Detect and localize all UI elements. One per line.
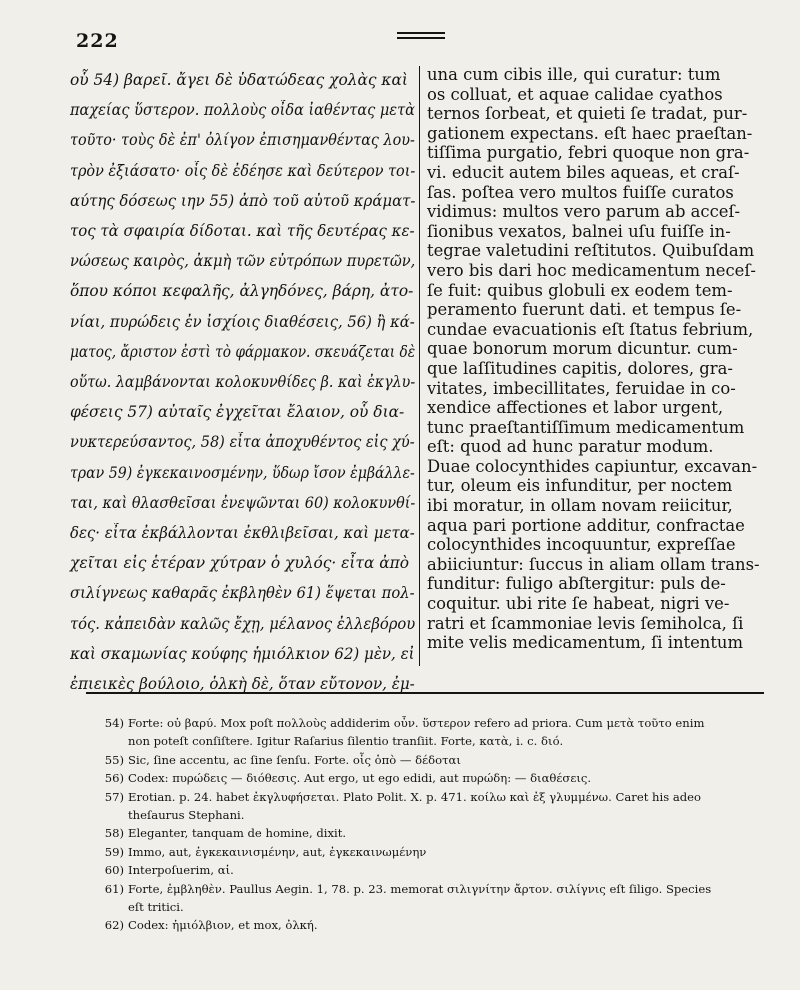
column-divider <box>419 66 420 666</box>
latin-text-line: mite velis medicamentum, ſi intentum <box>427 633 744 653</box>
latin-text-line: que laſſitudines capitis, dolores, gra- <box>427 358 733 378</box>
latin-text-line: tur, oleum eis infunditur, per noctem <box>427 476 733 496</box>
greek-text-line: καὶ σκαμωνίας κούφης ἡμιόλκιον 62) μὲν, εἰ <box>70 644 415 663</box>
footnote-text: Codex: πυρώδεις — διόθεσις. Aut ergo, ut ego edidi, aut πυρώδη: — διαθέσεις. <box>128 771 592 786</box>
footnote <box>90 861 770 879</box>
latin-text-line: aqua pari portione additur, confractae <box>427 515 745 535</box>
footnote <box>90 880 770 898</box>
greek-text-line: νίαι, πυρώδεις ἐν ἰσχίοις διαθέσεις, 56) ἢ κά- <box>70 312 415 331</box>
footnotes <box>90 714 770 935</box>
latin-text-line: tiſſima purgatio, febri quoque non gra- <box>427 143 750 163</box>
latin-text-line: vi. educit autem biles aqueas, et craſ- <box>427 162 740 182</box>
footnote <box>90 843 770 861</box>
footnote-number: 61) <box>104 881 124 896</box>
footnote <box>90 751 770 769</box>
footnote-number: 62) <box>104 918 124 933</box>
footnote <box>90 824 770 842</box>
footnote-text: Forte: οὐ βαρύ. Mox poſt πολλοὺς addiderim οὖν. ὕστερον refero ad priora. Cum μετὰ τοῦτο enim <box>128 716 705 730</box>
greek-text-line: τός. κἀπειδὰν καλῶς ἔχῃ, μέλανος ἐλλεβόρου <box>70 614 416 633</box>
latin-text-line: xendice affectiones et labor urgent, <box>427 398 724 418</box>
latin-text-line: funditur: fuligo abſtergitur: puls de- <box>427 574 726 594</box>
latin-text-line: eſt: quod ad hunc paratur modum. <box>427 437 714 457</box>
footnote-text: Forte, ἐμβληθὲν. Paullus Aegin. 1, 78. p. 23. memorat σιλιγνίτην ἄρτον. σιλίγνις eſt ſiligo. Species <box>128 881 712 896</box>
footnote-number: 58) <box>104 826 124 841</box>
footnote-number: 59) <box>104 844 124 859</box>
footnote-number: 56) <box>104 771 124 786</box>
latin-text-line: colocynthides incoquuntur, expreſſae <box>427 535 736 555</box>
latin-text-line: coquitur. ubi rite ſe habeat, nigri ve- <box>427 594 730 614</box>
greek-text-line: αύτης δόσεως ιην 55) ἀπὸ τοῦ αὐτοῦ κράματ- <box>70 191 416 210</box>
footnote-number: 54) <box>104 716 124 730</box>
footnote-number: 55) <box>104 752 124 767</box>
footnote-text: Codex: ἡμιόλβιον, et mox, ὀλκή. <box>128 918 318 933</box>
latin-text-line: ſe fuit: quibus globuli ex eodem tem- <box>427 280 733 300</box>
greek-text-line: ὅπου κόποι κεφαλῆς, ἀλγηδόνες, βάρη, ἀτο- <box>70 282 414 301</box>
greek-text-line: ἐπιεικὲς βούλοιο, ὁλκὴ δὲ, ὅταν εὔτονον, ἐμ- <box>70 675 415 694</box>
latin-text-line: vero bis dari hoc medicamentum neceſ- <box>427 260 756 280</box>
greek-text-line: ματος, ἄριστον ἐστὶ τὸ φάρμακον. σκευάζεται δὲ <box>70 342 416 361</box>
greek-text-line: οὕτω. λαμβάνονται κολοκυνθίδες β. καὶ ἐκγλυ- <box>70 373 416 392</box>
footnote-text: Sic, ſine accentu, ac ſine ſenſu. Forte. οἷς ὁπὸ — δέδοται <box>128 752 461 767</box>
footnote-number: 57) <box>104 789 124 804</box>
latin-text-line: vitates, imbecillitates, feruidae in co- <box>427 378 736 398</box>
footnote-continuation: theſaurus Stephani. <box>128 808 245 823</box>
footnote-continuation: eſt tritici. <box>128 900 184 915</box>
latin-text-line: ſionibus vexatos, balnei uſu fuiſſe in- <box>427 221 731 241</box>
greek-text-line: τρὸν ἐξιάσατο· οἷς δὲ ἐδέησε καὶ δεύτερον τοι- <box>70 161 416 180</box>
latin-text-line: quae bonorum morum dicuntur. cum- <box>427 339 738 359</box>
footnote-rule <box>86 692 764 694</box>
footnote-text: Erotian. p. 24. habet ἐκγλυφήσεται. Plato Polit. X. p. 471. κοίλω καὶ ἐξ γλυμμένω. Caret his adeo <box>128 789 702 804</box>
latin-text-line: cundae evacuationis eſt ſtatus febrium, <box>427 319 754 339</box>
latin-text-line: ratri et ſcammoniae levis ſemiholca, ſi <box>427 613 744 633</box>
latin-text-line: ibi moratur, in ollam novam reiicitur, <box>427 496 733 516</box>
latin-text-line: vidimus: multos vero parum ab acceſ- <box>427 202 741 222</box>
footnote <box>90 788 770 806</box>
latin-text-line: abiiciuntur: ſuccus in aliam ollam trans- <box>427 554 760 574</box>
greek-text-line: τος τὰ σφαιρία δίδοται. καὶ τῆς δευτέρας κε- <box>70 222 415 241</box>
footnote-text: Immo, aut, ἐγκεκαινισμένην, aut, ἐγκεκαινωμένην <box>128 844 427 859</box>
latin-text-line: peramento fuerunt dati. et tempus ſe- <box>427 300 742 320</box>
greek-text-line: τραν 59) ἐγκεκαινοσμένην, ὕδωρ ἴσον ἐμβάλλε- <box>70 463 415 482</box>
latin-text-line: ſas. poſtea vero multos fuiſſe curatos <box>427 182 734 202</box>
greek-text-line: νώσεως καιρὸς, ἀκμὴ τῶν εὐτρόπων πυρετῶν, <box>70 252 416 271</box>
footnote-text: Eleganter, tanquam de homine, dixit. <box>128 826 347 841</box>
header-rule <box>397 32 445 39</box>
footnote-continuation: non poteſt conſiſtere. Igitur Raſarius ſilentio tranſiit. Forte, κατὰ, i. c. διό. <box>128 734 564 749</box>
greek-column <box>70 65 415 699</box>
latin-text-line: Duae colocynthides capiuntur, excavan- <box>427 456 758 476</box>
page-number: 222 <box>76 30 119 52</box>
latin-text-line: ternos ſorbeat, et quieti ſe tradat, pur- <box>427 104 748 124</box>
latin-text-line: tegrae valetudini reſtitutos. Quibuſdam <box>427 241 755 261</box>
footnote-number: 60) <box>104 863 124 878</box>
footnote-text: Interpoſuerim, αἱ. <box>128 863 234 878</box>
greek-text-line: χεῖται εἰς ἑτέραν χύτραν ὁ χυλός· εἶτα ἀπὸ <box>70 554 409 573</box>
greek-text-line: νυκτερεύσαντος, 58) εἶτα ἀποχυθέντος εἰς χύ- <box>70 433 415 452</box>
greek-text-line: ται, καὶ θλασθεῖσαι ἐνεψῶνται 60) κολοκυνθί- <box>70 493 416 512</box>
latin-text-line: gationem expectans. eſt haec praeſtan- <box>427 123 753 143</box>
latin-column <box>427 65 764 653</box>
footnote <box>90 769 770 787</box>
greek-text-line: τοῦτο· τοὺς δὲ ἐπ' ὀλίγον ἐπισημανθέντας λου- <box>70 131 415 150</box>
latin-text-line: os colluat, et aquae calidae cyathos <box>427 84 723 104</box>
greek-text-line: παχείας ὕστερον. πολλοὺς οἶδα ἰαθέντας μετὰ <box>70 101 415 120</box>
latin-text-line: tunc praeſtantiſſimum medicamentum <box>427 417 745 437</box>
greek-text-line: φέσεις 57) αὐταῖς ἐγχεῖται ἔλαιον, οὗ δια- <box>70 403 405 422</box>
latin-text-line: una cum cibis ille, qui curatur: tum <box>427 65 721 84</box>
greek-text-line: δες· εἶτα ἐκβάλλονται ἐκθλιβεῖσαι, καὶ μετα- <box>70 524 415 543</box>
footnote <box>90 916 770 934</box>
greek-text-line: σιλίγνεως καθαρᾶς ἐκβληθὲν 61) ἕψεται πολ- <box>70 584 415 603</box>
greek-text-line: οὗ 54) βαρεῖ. ἄγει δὲ ὑδατώδεας χολὰς καὶ <box>70 71 408 89</box>
footnote <box>90 714 770 732</box>
